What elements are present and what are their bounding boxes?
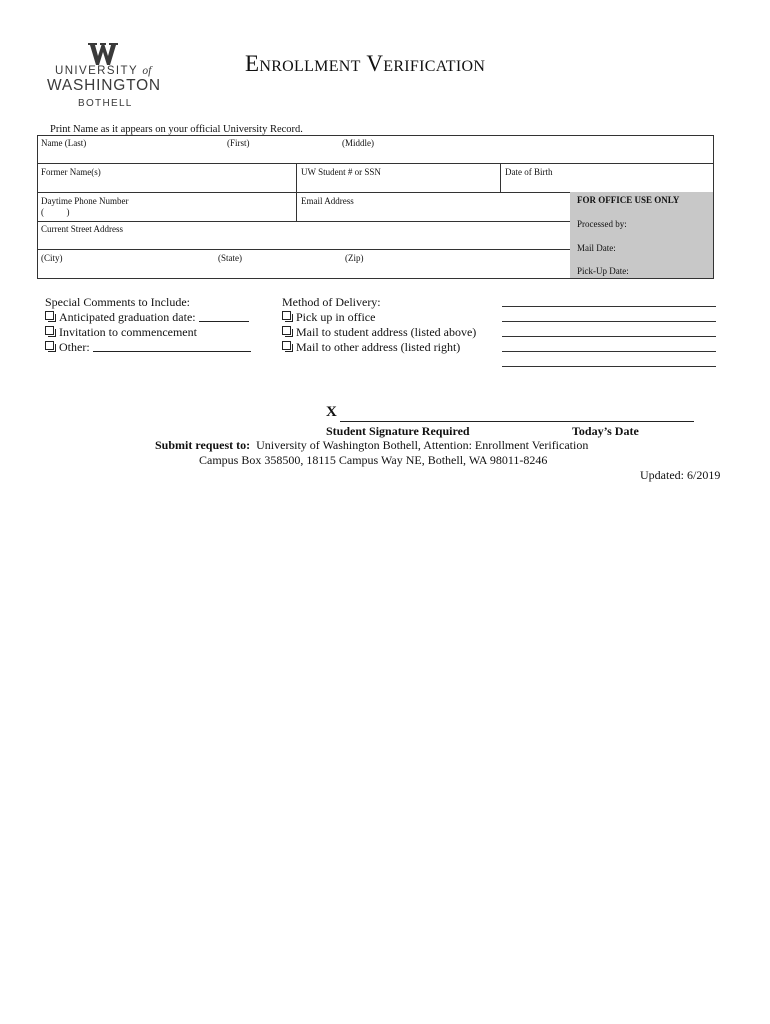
name-middle-field[interactable]: (Middle) [342,138,374,148]
delivery-method-heading: Method of Delivery: [282,295,381,309]
phone-field[interactable]: Daytime Phone Number [41,196,129,206]
city-field[interactable]: (City) [41,253,63,263]
invitation-commencement-option[interactable]: Invitation to commencement [45,325,197,340]
former-names-field[interactable]: Former Name(s) [41,167,101,177]
updated-date: Updated: 6/2019 [640,468,721,482]
signature-line[interactable] [340,421,694,422]
checkbox-icon[interactable] [45,311,54,320]
signature-x-mark: X [326,404,337,420]
checkbox-icon[interactable] [282,341,291,350]
special-comments-heading: Special Comments to Include: [45,295,190,309]
zip-field[interactable]: (Zip) [345,253,364,263]
pickup-office-option[interactable]: Pick up in office [282,310,375,325]
date-of-birth-field[interactable]: Date of Birth [505,167,553,177]
mail-other-address-option[interactable]: Mail to other address (listed right) [282,340,460,355]
signature-required-label: Student Signature Required [326,424,470,438]
logo-university: UNIVERSITY of [55,65,152,77]
page-title: Enrollment Verification [245,51,486,76]
print-name-note: Print Name as it appears on your official University Record. [50,124,303,135]
checkbox-icon[interactable] [282,326,291,335]
email-field[interactable]: Email Address [301,196,354,206]
name-last-field[interactable]: Name (Last) [41,138,87,148]
campus-address: Campus Box 358500, 18115 Campus Way NE, Bothell, WA 98011-8246 [199,453,548,467]
checkbox-icon[interactable] [45,326,54,335]
checkbox-icon[interactable] [282,311,291,320]
street-address-field[interactable]: Current Street Address [41,224,123,234]
mail-student-address-option[interactable]: Mail to student address (listed above) [282,325,476,340]
state-field[interactable]: (State) [218,253,242,263]
mail-date-label: Mail Date: [577,243,616,253]
logo-campus: BOTHELL [78,98,133,109]
anticipated-graduation-option[interactable]: Anticipated graduation date: [45,310,249,325]
other-option[interactable]: Other: [45,340,251,355]
submit-request-line: Submit request to: University of Washington Bothell, Attention: Enrollment Verification [155,438,589,452]
checkbox-icon[interactable] [45,341,54,350]
pickup-date-label: Pick-Up Date: [577,266,629,276]
todays-date-label: Today’s Date [572,424,639,438]
office-use-title: FOR OFFICE USE ONLY [577,195,680,205]
processed-by-label: Processed by: [577,219,627,229]
student-id-field[interactable]: UW Student # or SSN [301,167,381,177]
name-first-field[interactable]: (First) [227,138,250,148]
logo-washington: WASHINGTON [47,77,161,94]
uw-w-logo-icon [88,43,118,65]
phone-area-code: ( ) [41,207,70,217]
